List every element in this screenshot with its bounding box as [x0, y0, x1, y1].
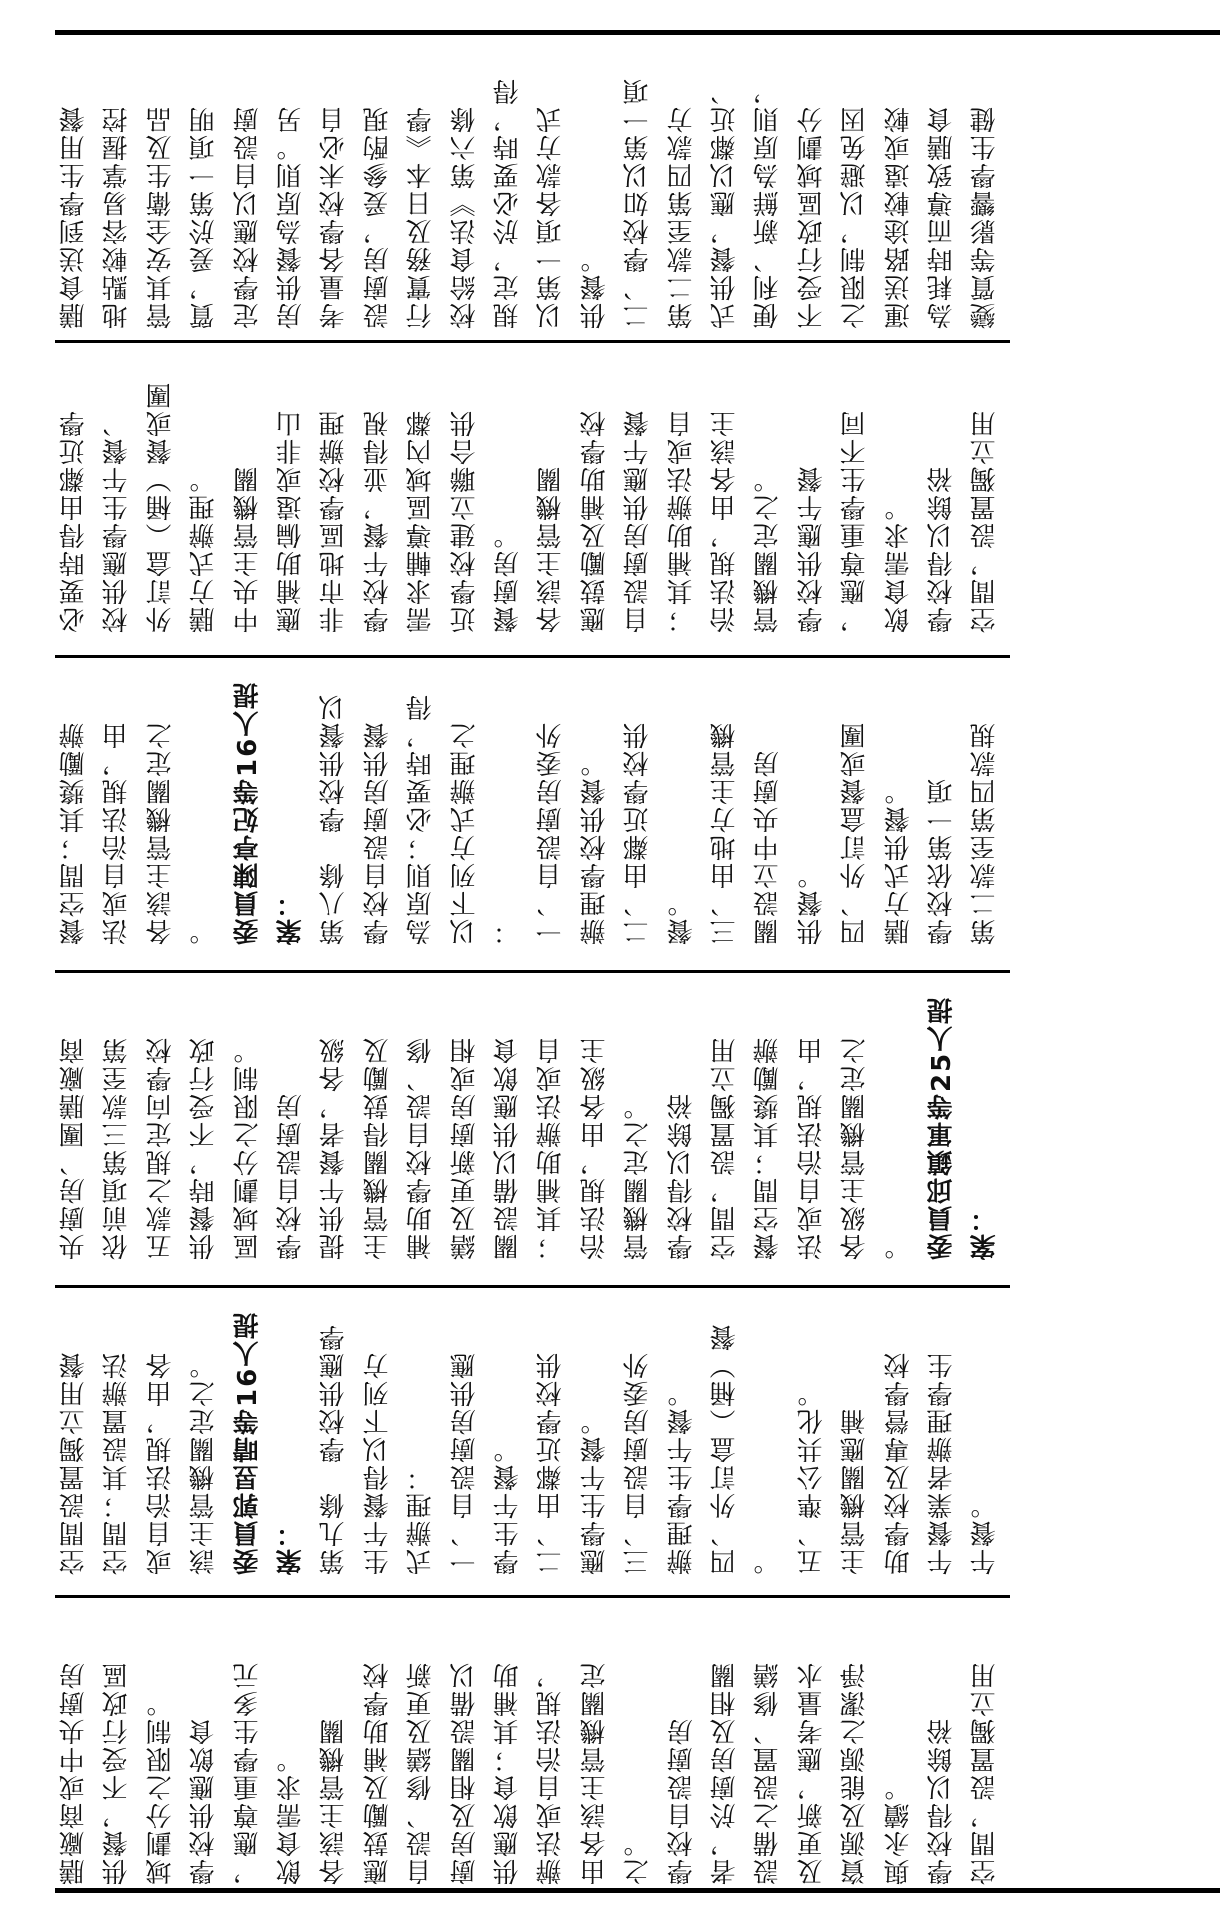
- text-line: 飲食需求。: [276, 1745, 306, 1885]
- text-line: 主管機關得鼓勵及: [362, 1036, 393, 1260]
- text-line: 主管機關應補: [840, 1407, 871, 1575]
- text-line: 供餐時，不受行政: [189, 1036, 220, 1260]
- text-line: 應鼓勵及補助學校: [362, 1661, 393, 1885]
- text-line: 考量各學校未必自: [319, 105, 350, 329]
- text-line: 膳方式辦理。: [189, 465, 220, 633]
- text-line: 學校供應午餐: [796, 465, 827, 633]
- text-line: 非市地區學校辦理: [319, 409, 350, 633]
- text-line: 應補助偏遠或非山: [276, 409, 306, 633]
- text-line: 補助學校自設、修: [406, 1036, 437, 1260]
- text-line: 餐空間；其獎勵辦: [59, 721, 89, 945]
- text-line: 者，於廚房及相關: [710, 1661, 740, 1885]
- text-line: 行實務及日本《學: [406, 105, 437, 329]
- text-line: 式供餐，應以鄰近、: [710, 77, 740, 329]
- text-line: 校供應學生午餐、: [102, 409, 133, 633]
- text-line: 管機關定之。: [753, 465, 784, 633]
- text-line: 學校供應飲食: [189, 1717, 220, 1885]
- column-divider: [55, 1595, 1010, 1598]
- text-line: 廚房及相關設備以: [449, 1661, 480, 1885]
- text-line: 之。: [623, 1829, 654, 1885]
- column-divider: [55, 340, 1010, 343]
- text-line: 不受行政區域劃分: [796, 105, 827, 329]
- text-line: 第八條 學校供餐以: [319, 693, 350, 945]
- text-line: 為耗時而導致膳食: [927, 105, 957, 329]
- text-line: 四、外訂盒餐或團: [840, 721, 871, 945]
- text-line: 一、自設廚房供應: [449, 1351, 480, 1575]
- text-line: 餐。: [666, 889, 697, 945]
- text-line: 規定，於必要時，得: [493, 77, 523, 329]
- text-line: 管機關定之。: [623, 1092, 654, 1260]
- text-line: 。: [189, 917, 220, 945]
- text-line: 便利、新鮮為原則，: [753, 77, 784, 329]
- text-line: 二、由鄰近學校供: [536, 1351, 567, 1575]
- text-line: ，應尊重學生多元: [232, 1661, 263, 1885]
- text-line: 空間，設置獨立用: [710, 1036, 740, 1260]
- text-line: 第二款至第四款方: [666, 105, 697, 329]
- text-line: 案：: [276, 1519, 306, 1575]
- text-line: 設備之設置、修繕: [753, 1661, 784, 1885]
- text-line: 空間，設置獨立用: [970, 1661, 1001, 1885]
- text-line: 學校得以餘裕: [927, 465, 957, 633]
- text-line: ：: [493, 917, 523, 945]
- column-divider: [55, 970, 1010, 973]
- text-line: 應鼓勵及補助學校: [579, 409, 610, 633]
- text-line: ；其補助辦法或自: [536, 1036, 567, 1260]
- text-line: 學校自設廚房: [276, 1092, 306, 1260]
- text-line: 膳廠商或中央廚房: [59, 1661, 89, 1885]
- text-column-4: [55, 975, 1010, 1260]
- text-line: 繕及更新廚房或相: [449, 1036, 480, 1260]
- text-line: 法或自治法規，由: [102, 721, 133, 945]
- text-line: 三、由地方主管機: [710, 721, 740, 945]
- text-line: 膳方式供餐。: [883, 777, 914, 945]
- text-line: 學校自設廚房: [666, 1717, 697, 1885]
- text-line: 治法規，由各該主: [710, 409, 740, 633]
- text-line: 案：: [276, 889, 306, 945]
- text-line: 一、自設廚房委外: [536, 721, 567, 945]
- text-line: 校給食法》第六條: [449, 105, 480, 329]
- text-line: 辦法或自治法規，: [536, 1661, 567, 1885]
- text-line: 房供餐為原則。另: [276, 105, 306, 329]
- text-line: 學校依第一項: [927, 777, 957, 945]
- text-line: 第九條 學校供應學: [319, 1323, 350, 1575]
- text-line: 各該主管機關: [319, 1717, 350, 1885]
- text-line: 域劃分之限制。: [145, 1689, 176, 1885]
- text-line: 自設、修繕及更新: [406, 1661, 437, 1885]
- text-line: 及更新，應考量水: [796, 1661, 827, 1885]
- text-line: 膳食送到學生用餐: [59, 105, 89, 329]
- text-line: 必要時得由鄰近學: [59, 409, 89, 633]
- text-line: 該主管機關定之。: [189, 1351, 220, 1575]
- text-line: 央廚房、團膳廠商: [59, 1036, 89, 1260]
- text-line: 空間設置獨立用餐: [59, 1351, 89, 1575]
- text-line: 第二款至第四款規: [970, 721, 1001, 945]
- text-column-1: [55, 44, 1010, 329]
- text-line: 外訂盒（桶）餐或團: [145, 381, 176, 633]
- text-column-2: [55, 348, 1010, 633]
- text-line: 供應飲食；其補助: [493, 1661, 523, 1885]
- text-line: 之限制，以避免因: [840, 105, 871, 329]
- text-line: 委員陳亭妃等16人提: [232, 680, 263, 945]
- text-line: 供餐。: [579, 245, 610, 329]
- column-divider: [55, 1285, 1010, 1288]
- text-line: 治法規，由各級主: [579, 1036, 610, 1260]
- text-line: ；其補助辦法或自: [666, 409, 697, 633]
- text-line: 為原則；必要時，得: [406, 693, 437, 945]
- text-line: 委員郭昱晴等16人提: [232, 1310, 263, 1575]
- text-line: 案：: [970, 1204, 1001, 1260]
- text-line: 學校得以餘裕: [927, 1717, 957, 1885]
- text-line: 自設廚房供應午餐: [623, 409, 654, 633]
- text-line: 二、學校如以第一項: [623, 77, 654, 329]
- text-line: 關設立中央廚房: [753, 749, 784, 945]
- text-line: 需求輔導區域內鄰: [406, 409, 437, 633]
- text-line: 近學校建立聯合供: [449, 409, 480, 633]
- text-line: 各該主管機關定之: [145, 721, 176, 945]
- text-column-5: [55, 1290, 1010, 1575]
- text-line: 學生午餐。: [493, 1435, 523, 1575]
- text-line: 學校得以餘裕: [666, 1092, 697, 1260]
- text-line: 各該主管機關: [536, 465, 567, 633]
- text-column-6: [55, 1600, 1010, 1885]
- text-line: 三、自設廚房委外: [623, 1351, 654, 1575]
- text-line: 二、由鄰近學校供: [623, 721, 654, 945]
- text-line: 關設備以供應飲食: [493, 1036, 523, 1260]
- text-line: 生午餐得以下列方: [362, 1351, 393, 1575]
- text-line: 由各該主管機關定: [579, 1661, 610, 1885]
- text-line: 設廚房，爰參酌現: [362, 105, 393, 329]
- text-line: 空間，設置獨立用: [970, 409, 1001, 633]
- text-line: 助學校及專營學校: [883, 1351, 914, 1575]
- text-line: 餐廚房。: [493, 521, 523, 633]
- text-line: 變質等影響學生健: [970, 105, 1001, 329]
- text-line: 各級主管機關定之: [840, 1036, 871, 1260]
- text-line: 運送路途較遠或較: [883, 105, 914, 329]
- text-line: 飲食需求。: [883, 493, 914, 633]
- text-line: 中央主管機關: [232, 465, 263, 633]
- text-line: 式辦理：: [406, 1463, 437, 1575]
- text-line: 提供午餐者，各級: [319, 1036, 350, 1260]
- text-line: 。: [753, 1547, 784, 1575]
- text-line: 以下列方式辦理之: [449, 721, 480, 945]
- text-column-3: [55, 660, 1010, 945]
- text-line: 供餐。: [796, 861, 827, 945]
- text-line: 資源及能源之潔淨: [840, 1661, 871, 1885]
- text-line: 質，爰於第一項明: [189, 105, 220, 329]
- column-divider: [55, 655, 1010, 658]
- text-line: 管其安全衛生及品: [145, 105, 176, 329]
- text-line: 餐空間；其獎勵辦: [753, 1036, 784, 1260]
- text-line: 委員邱鎮軍等25人提: [927, 995, 957, 1260]
- text-line: ，應尊重學生不同: [840, 409, 871, 633]
- text-line: 五、準公共化。: [796, 1379, 827, 1575]
- text-line: 應學生午餐。: [579, 1407, 610, 1575]
- text-line: 午餐。: [970, 1491, 1001, 1575]
- text-line: 或自治法規，由各: [145, 1351, 176, 1575]
- text-line: 五款之規定向學校: [145, 1036, 176, 1260]
- text-line: 。: [883, 1232, 914, 1260]
- text-line: 四、外訂盒（桶）餐: [710, 1323, 740, 1575]
- text-line: 依前項第三款至第: [102, 1036, 133, 1260]
- text-line: 學校自設廚房供餐: [362, 721, 393, 945]
- text-line: 區域劃分之限制。: [232, 1036, 263, 1260]
- text-line: 午餐業者辦理學生: [927, 1351, 957, 1575]
- text-line: 定學校應以自設廚: [232, 105, 263, 329]
- text-line: 與永續。: [883, 1773, 914, 1885]
- text-line: 法或自治法規，由: [796, 1036, 827, 1260]
- text-line: 辦理學生午餐。: [666, 1379, 697, 1575]
- bottom-rule: [55, 1888, 1220, 1893]
- text-line: 供餐，不受行政區: [102, 1661, 133, 1885]
- text-line: 學校午餐，並得視: [362, 409, 393, 633]
- text-line: 空間；其設置辦法: [102, 1351, 133, 1575]
- top-rule: [55, 30, 1220, 35]
- text-line: 辦理學校供餐。: [579, 749, 610, 945]
- text-line: 地點較容易掌握控: [102, 105, 133, 329]
- text-line: 以第一項各款方式: [536, 105, 567, 329]
